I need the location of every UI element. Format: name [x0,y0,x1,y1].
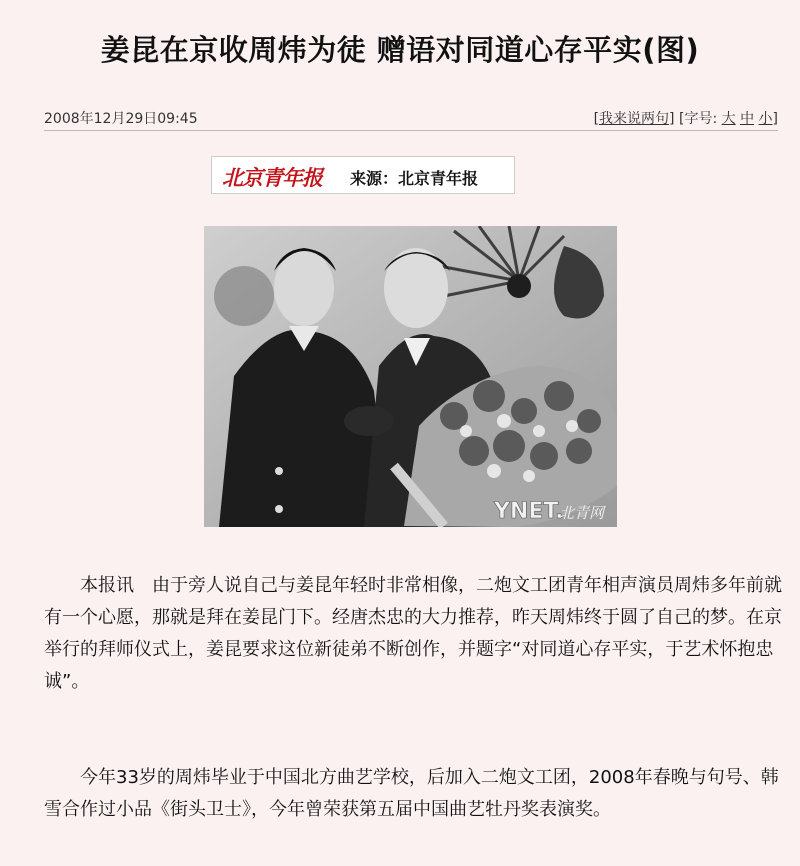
article-paragraph-1: 本报讯 由于旁人说自己与姜昆年轻时非常相像，二炮文工团青年相声演员周炜多年前就有一个心愿，那就是拜在姜昆门下。经唐杰忠的大力推荐，昨天周炜终于圆了自己的梦。在京举行的拜师仪式上，姜昆要求这位新徒弟不断创作，并题字“对同道心存平实，于艺术怀抱忠诚”。 [44,575,782,692]
font-size-large-link[interactable]: 大 [721,111,736,127]
font-size-small-link[interactable]: 小 [758,111,773,127]
source-label: 来源：北京青年报 [350,169,479,188]
font-size-medium-link[interactable]: 中 [740,111,755,127]
font-size-label: [字号: [678,111,718,127]
photo-watermark: YNET. [494,499,564,524]
comment-link[interactable]: [我来说两句] [593,111,675,127]
publish-date: 2008年12月29日09:45 [44,111,198,127]
newspaper-logo: 北京青年报 [222,165,322,190]
article-tools [594,108,778,128]
photo-watermark-cn: 北青网 [559,504,605,522]
header-divider [44,130,778,131]
source-box [211,156,515,194]
article-photo [204,226,617,527]
font-size-close: ] [772,111,778,127]
article-title: 姜昆在京收周炜为徒 赠语对同道心存平实(图) [100,33,700,67]
article-meta [44,108,778,128]
article-paragraph-2: 今年33岁的周炜毕业于中国北方曲艺学校，后加入二炮文工团，2008年春晚与句号、韩雪合作过小品《街头卫士》，今年曾荣获第五届中国曲艺牡丹奖表演奖。 [44,767,779,820]
